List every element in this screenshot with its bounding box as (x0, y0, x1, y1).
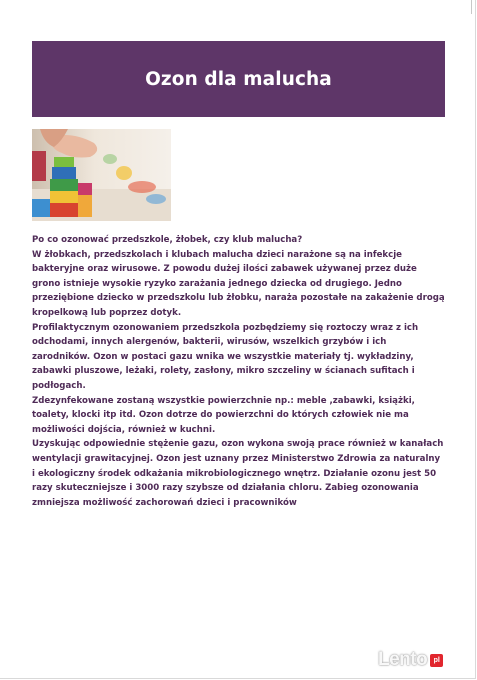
article-paragraph: Zdezynfekowane zostaną wszystkie powierzchnie np.: meble ,zabawki, książki, toalety, klocki itp itd. Ozon dotrze do powierzchni do których człowiek nie ma możliwości dojścia, również w kuchni. (32, 395, 415, 435)
watermark-text: Lento (378, 649, 428, 670)
article-heading-question: Po co ozonować przedszkole, żłobek, czy klub malucha? (32, 235, 303, 245)
article-paragraph: Uzyskując odpowiednie stężenie gazu, ozon wykona swoją prace również w kanałach wentylacji grawitacyjnej. Ozon jest uznany przez Ministerstwo Zdrowia za naturalny i ekologiczny środek odkażania mikrobiologicznego wnętrz. Działanie ozonu jest 50 razy skuteczniejsze i 3000 razy szybsze od działania chloru. Zabieg ozonowania zmniejsza możliwość zachorowań dzieci i pracowników (32, 439, 444, 508)
page-edge-divider (471, 0, 472, 14)
article-paragraph: W żłobkach, przedszkolach i klubach malucha dzieci narażone są na infekcje bakteryjne oraz wirusowe. Z powodu dużej ilości zabawek używanej przez duże grono istnieje wysokie ryzyko zarażania jednego dziecka od drugiego. Jedno przeziębione dziecko w przedszkolu lub żłobku, naraża pozostałe na zakażenie drogą kropelkową lub poprzez dotyk. (32, 249, 445, 318)
toy-blocks-photo (32, 129, 171, 221)
article-paragraph: Profilaktycznym ozonowaniem przedszkola pozbędziemy się roztoczy wraz z ich odchodami, innych alergenów, bakterii, wirusów, wszelkich grzybów i ich zarodników. Ozon w postaci gazu wnika we wszystkie materiały tj. wykładziny, zabawki pluszowe, leżaki, rolety, zasłony, mikro szczeliny w ścianach sufitach i podłogach. (32, 322, 419, 391)
watermark-badge: pl (430, 654, 443, 667)
lento-watermark (378, 648, 443, 672)
article-body (32, 233, 445, 510)
page-title: Ozon dla malucha (145, 68, 332, 90)
title-banner (32, 41, 445, 117)
